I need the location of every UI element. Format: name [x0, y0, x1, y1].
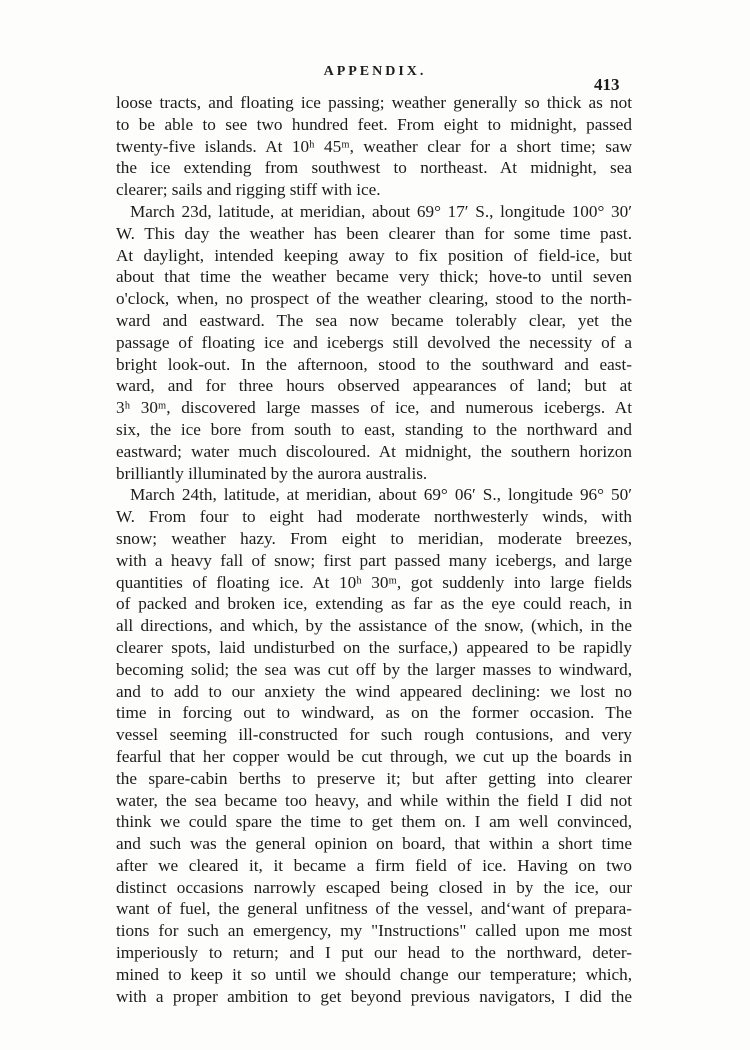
text-line: think we could spare the time to get them on. I am well convinced,: [116, 812, 632, 832]
text-line: with a proper ambition to get beyond previous navigators, I did the: [116, 986, 632, 1006]
running-head: APPENDIX.: [323, 64, 427, 79]
text-line: and such was the general opinion on board, that within a short time: [116, 834, 632, 854]
text-line: W. From four to eight had moderate northwesterly winds, with: [116, 507, 632, 527]
text-line: to be able to see two hundred feet. From eight to midnight, passed: [116, 114, 632, 134]
text-line: o'clock, when, no prospect of the weather clearing, stood to the north-: [116, 289, 632, 309]
text-line: the ice extending from southwest to northeast. At midnight, sea: [116, 158, 632, 178]
text-line: mined to keep it so until we should change our temperature; which,: [116, 964, 632, 984]
text-line: of packed and broken ice, extending as far as the eye could reach, in: [116, 594, 632, 614]
text-line: clearer spots, laid undisturbed on the surface,) appeared to be rapidly: [116, 637, 632, 657]
text-line: and to add to our anxiety the wind appeared declining: we lost no: [116, 681, 632, 701]
text-line: quantities of floating ice. At 10ʰ 30ᵐ, got suddenly into large fields: [116, 572, 632, 592]
text-line: twenty-five islands. At 10ʰ 45ᵐ, weather clear for a short time; saw: [116, 136, 632, 156]
text-line: all directions, and which, by the assistance of the snow, (which, in the: [116, 616, 632, 636]
text-line: clearer; sails and rigging stiff with ice.: [116, 180, 381, 200]
text-line: W. This day the weather has been clearer than for some time past.: [116, 223, 632, 243]
text-line: after we cleared it, it became a firm field of ice. Having on two: [116, 855, 632, 875]
body-text: [116, 92, 632, 1007]
text-line: bright look-out. In the afternoon, stood to the southward and east-: [116, 354, 632, 374]
text-line: ward, and for three hours observed appearances of land; but at: [116, 376, 632, 396]
text-line: March 23d, latitude, at meridian, about 69° 17′ S., longitude 100° 30′: [130, 201, 632, 221]
text-line: brilliantly illuminated by the aurora australis.: [116, 463, 428, 483]
text-line: becoming solid; the sea was cut off by the larger masses to windward,: [116, 659, 632, 679]
text-line: ward and eastward. The sea now became tolerably clear, yet the: [116, 310, 632, 330]
text-line: imperiously to return; and I put our head to the northward, deter-: [116, 943, 632, 963]
text-line: six, the ice bore from south to east, standing to the northward and: [116, 419, 632, 439]
text-line: time in forcing out to windward, as on the former occasion. The: [116, 703, 632, 723]
text-line: water, the sea became too heavy, and while within the field I did not: [116, 790, 632, 810]
text-line: with a heavy fall of snow; first part passed many icebergs, and large: [116, 550, 632, 570]
text-line: 3ʰ 30ᵐ, discovered large masses of ice, and numerous icebergs. At: [116, 398, 632, 418]
text-line: tions for such an emergency, my "Instructions" called upon me most: [116, 921, 632, 941]
text-line: vessel seeming ill-constructed for such rough contusions, and very: [116, 725, 632, 745]
text-line: loose tracts, and floating ice passing; weather generally so thick as not: [116, 93, 632, 112]
text-line: March 24th, latitude, at meridian, about 69° 06′ S., longitude 96° 50′: [130, 485, 632, 505]
text-line: eastward; water much discoloured. At midnight, the southern horizon: [116, 441, 632, 461]
page-number: 413: [594, 75, 620, 94]
text-line: want of fuel, the general unfitness of the vessel, and‘want of prepara-: [116, 899, 632, 919]
text-line: the spare-cabin berths to preserve it; but after getting into clearer: [116, 768, 632, 788]
text-line: snow; weather hazy. From eight to meridian, moderate breezes,: [116, 528, 632, 548]
text-line: about that time the weather became very thick; hove-to until seven: [116, 267, 632, 287]
text-line: passage of floating ice and icebergs still devolved the necessity of a: [116, 332, 632, 352]
text-line: fearful that her copper would be cut through, we cut up the boards in: [116, 746, 632, 766]
text-line: At daylight, intended keeping away to fix position of field-ice, but: [116, 245, 632, 265]
text-line: distinct occasions narrowly escaped being closed in by the ice, our: [116, 877, 632, 897]
